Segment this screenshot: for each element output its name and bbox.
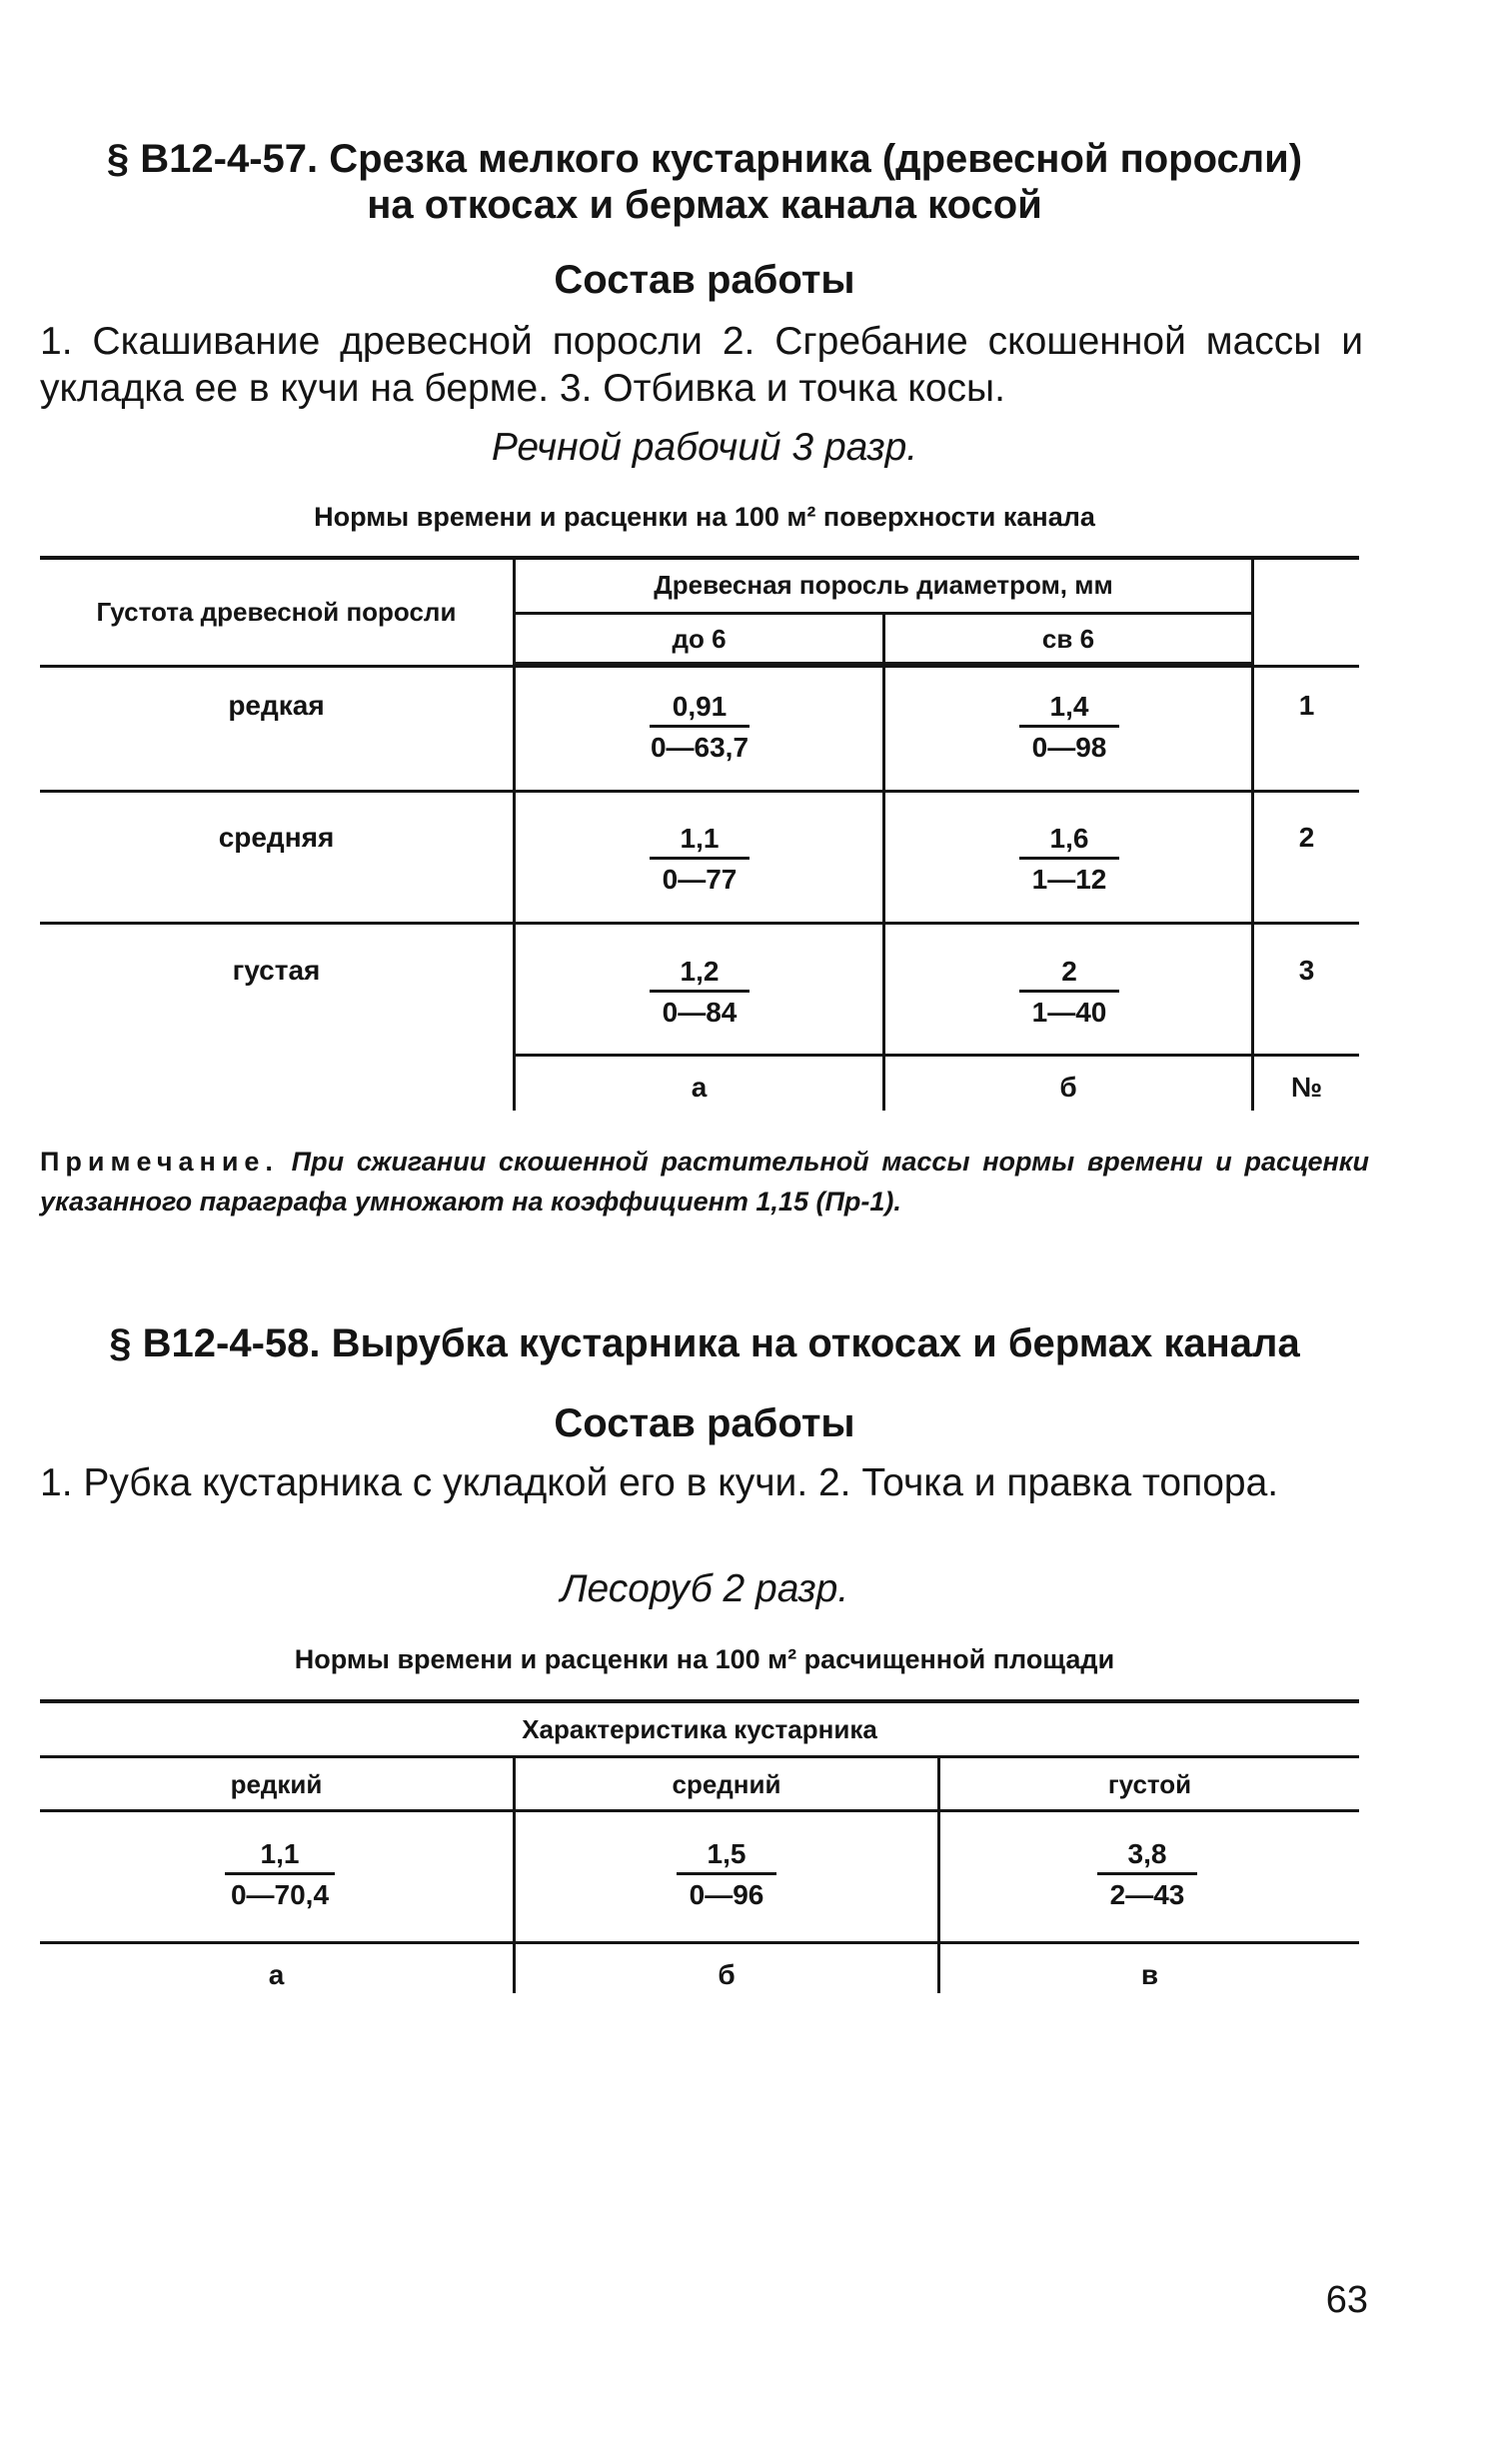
table-cell: 1,6 1—12	[929, 822, 1209, 897]
page-number: 63	[1325, 2279, 1368, 2321]
table-cell: 1,1 0—77	[560, 822, 839, 897]
note-text: При сжигании скошенной растительной массы нормы времени и расценки указанного параграфа умножают на коэффициент 1,15 (Пр-1).	[40, 1147, 1369, 1217]
section1-worker: Речной рабочий 3 разр.	[491, 426, 918, 469]
table-cell: 2 1—40	[929, 955, 1209, 1030]
section2-work-heading: Состав работы	[554, 1401, 855, 1445]
col-header: средний	[672, 1769, 781, 1799]
row-label: густая	[232, 955, 321, 986]
section2-worker: Лесоруб 2 разр.	[560, 1567, 849, 1610]
section1-title-line2: на откосах и бермах канала косой	[367, 183, 1042, 227]
section1-work-text: 1. Скашивание древесной поросли 2. Сгребание скошенной массы и укладка ее в кучи на берме. 3. Отбивка и точка косы.	[40, 320, 1363, 410]
section1-table-caption: Нормы времени и расценки на 100 м² поверхности канала	[314, 502, 1095, 532]
footer-a: а	[691, 1072, 708, 1103]
footer-no: №	[1290, 1072, 1323, 1103]
table-cell: 0,91 0—63,7	[650, 691, 750, 763]
section1-note	[40, 1142, 1369, 1222]
row-number: 2	[1298, 822, 1315, 853]
section2-table-caption: Нормы времени и расценки на 100 м² расчищенной площади	[294, 1644, 1115, 1674]
table-cell: 3,8 2—43	[1007, 1837, 1287, 1912]
group-header: Древесная поросль диаметром, мм	[654, 570, 1113, 600]
section1-title-line1: § В12-4-57. Срезка мелкого кустарника (древесной поросли)	[106, 137, 1303, 181]
row-label: средняя	[218, 822, 335, 853]
row-label: редкая	[228, 690, 325, 721]
col-header: густой	[1107, 1769, 1192, 1799]
footer-a: а	[268, 1959, 285, 1990]
table-cell: 1,5 0—96	[587, 1837, 866, 1912]
footer-b: б	[718, 1959, 736, 1990]
row-header: Густота древесной поросли	[96, 597, 457, 627]
row-number: 1	[1298, 690, 1315, 721]
table-cell: 1,1 0—70,4	[140, 1837, 420, 1912]
section1-work-heading: Состав работы	[554, 258, 855, 302]
footer-c: в	[1140, 1959, 1159, 1990]
col-header-a: до 6	[672, 624, 727, 654]
table-cell: 1,2 0—84	[560, 955, 839, 1030]
footer-b: б	[1059, 1072, 1077, 1103]
row-number: 3	[1298, 955, 1315, 986]
col-header-b: св 6	[1041, 624, 1095, 654]
section2-work-text: 1. Рубка кустарника с укладкой его в кучи. 2. Точка и правка топора.	[40, 1461, 1279, 1504]
table-cell: 1,4 0—98	[929, 690, 1209, 765]
note-label: Примечание.	[40, 1147, 279, 1177]
section2-title: § В12-4-58. Вырубка кустарника на откосах и бермах канала	[109, 1321, 1300, 1365]
group-header: Характеристика кустарника	[522, 1714, 877, 1744]
col-header: редкий	[230, 1769, 323, 1799]
